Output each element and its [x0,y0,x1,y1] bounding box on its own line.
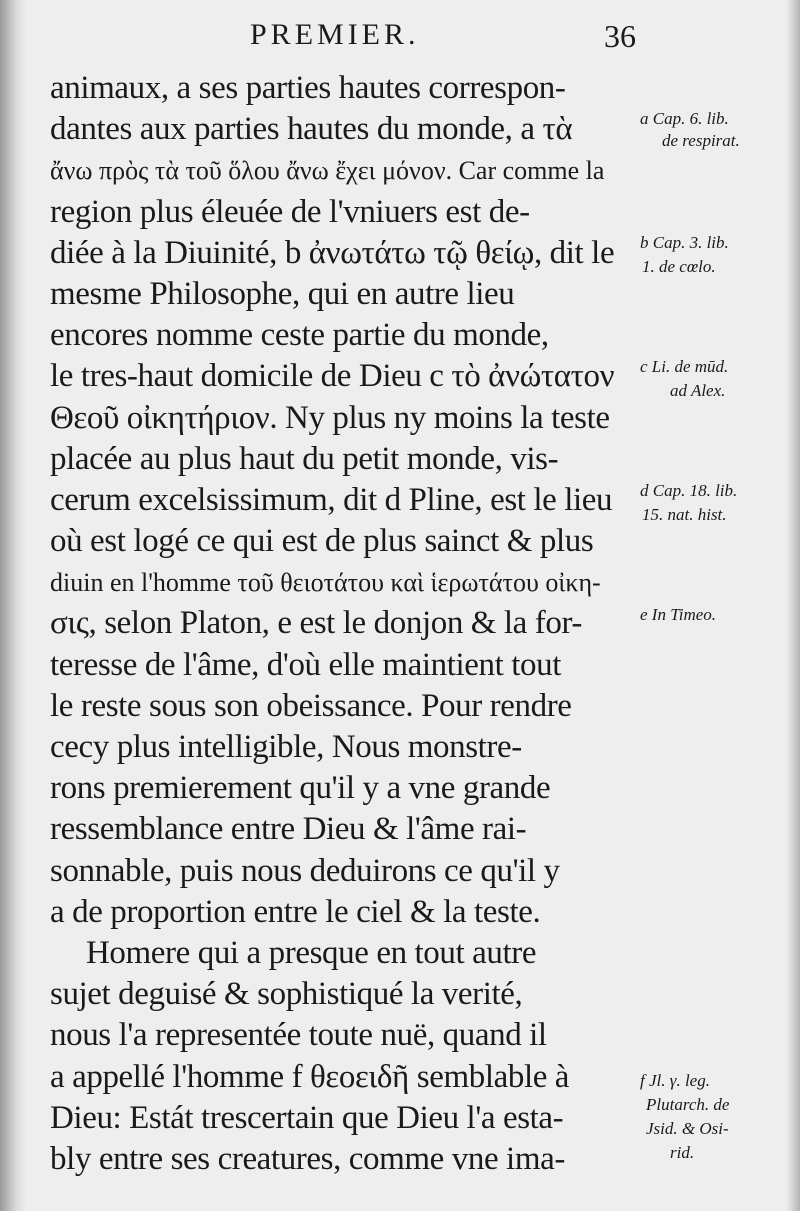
page-number: 36 [604,18,636,54]
text-line: le tres-haut domicile de Dieu c τὸ ἀνώτατον [50,358,615,395]
text-line: Homere qui a presque en tout autre [86,934,537,971]
text-line: le reste sous son obeissance. Pour rendre [50,687,572,724]
margin-note: c Li. de mūd. [640,357,729,376]
margin-note: rid. [670,1143,695,1162]
margin-note: de respirat. [662,131,740,150]
margin-note: Plutarch. de [646,1095,730,1114]
margin-note: a Cap. 6. lib. [640,109,729,128]
page-gutter-shadow [0,0,26,1211]
text-line: a appellé l'homme f θεοειδῆ semblable à [50,1058,570,1095]
margin-note: Jsid. & Osi- [646,1119,729,1138]
text-line: ressemblance entre Dieu & l'âme rai- [50,811,527,848]
text-line: cerum excelsissimum, dit d Pline, est le lieu [50,481,613,518]
running-title: PREMIER. [250,18,420,51]
text-line: a de proportion entre le ciel & la teste. [50,893,541,930]
margin-note: ad Alex. [670,381,726,400]
margin-note: 15. nat. hist. [642,505,727,524]
margin-note: 1. de cœlo. [642,257,716,276]
text-line: Θεοῦ οἰκητήριον. Ny plus ny moins la teste [50,399,610,436]
text-line: mesme Philosophe, qui en autre lieu [50,275,515,312]
text-line: bly entre ses creatures, comme vne ima- [50,1140,565,1177]
text-line: diuin en l'homme τοῦ θειοτάτου καὶ ἱερωτάτου οἰκη- [50,568,601,598]
text-line: encores nomme ceste partie du monde, [50,317,549,354]
text-line: cecy plus intelligible, Nous monstre- [50,729,522,765]
text-line: sujet deguisé & sophistiqué la verité, [50,976,523,1013]
text-line: Dieu: Estát trescertain que Dieu l'a esta- [50,1099,564,1136]
text-line: nous l'a representée toute nuë, quand il [50,1017,547,1054]
margin-note: d Cap. 18. lib. [640,481,738,500]
text-line: animaux, a ses parties hautes correspon- [50,70,566,106]
text-line: teresse de l'âme, d'où elle maintient tout [50,646,562,683]
margin-note: f Jl. γ. leg. [640,1071,710,1090]
margin-note: e In Timeo. [640,605,717,624]
margin-note: b Cap. 3. lib. [640,233,729,252]
text-line: σις, selon Platon, e est le donjon & la for- [50,605,582,642]
text-line: sonnable, puis nous deduirons ce qu'il y [50,852,560,889]
text-line: où est logé ce qui est de plus sainct & plus [50,523,594,560]
text-line: ἄνω πρὸς τὰ τοῦ ὅλου ἄνω ἔχει μόνον. Car comme la [50,156,605,186]
running-head [0,18,800,58]
body-text [50,68,640,1180]
text-line: region plus éleuée de l'vniuers est de- [50,193,530,230]
text-line: dantes aux parties hautes du monde, a τὰ [50,111,573,148]
text-line: placée au plus haut du petit monde, vis- [50,440,559,477]
text-line: diée à la Diuinité, b ἀνωτάτω τῷ θείῳ, dit le [50,234,615,271]
text-line: rons premierement qu'il y a vne grande [50,770,551,807]
